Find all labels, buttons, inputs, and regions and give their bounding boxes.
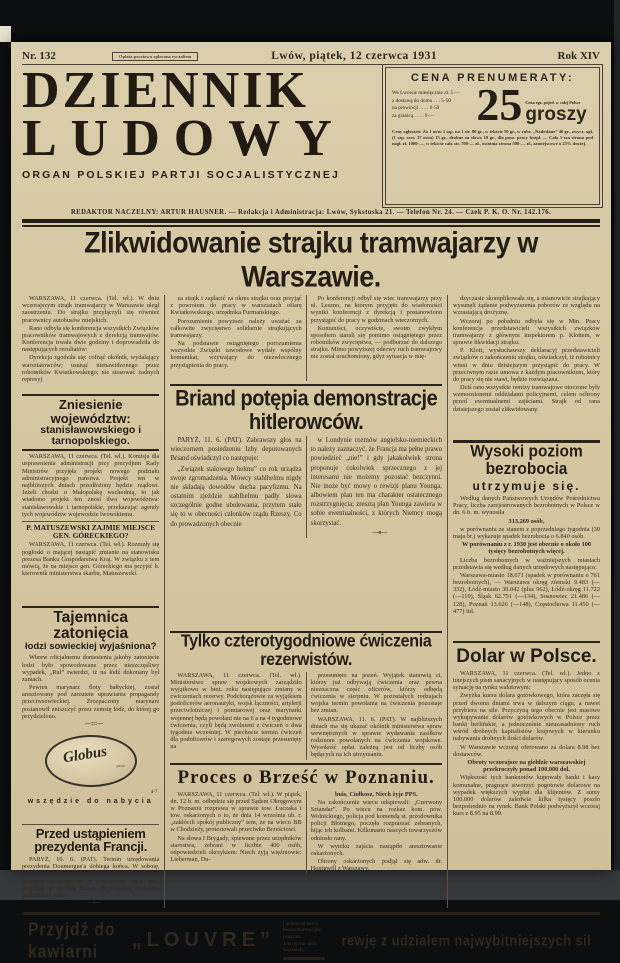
briand-headline: Briand potępia demonstracje hitlerowców. [175,386,438,435]
paragraph: Komuniści, oczywiście, swoim zwykłym sposobem starali się pomimo osiągniętego przez robotników zwycięstwa, — podburzać do dalszego strajku. Mimo powyższej odezwy ruch tramwajowy nie został uruchomiony, gdyż sytuacja w mię- [310,324,442,361]
paragraph: Liczba bezrobotnych w ważniejszych miastach przedstawia się według danych urzędowych następująco: [452,556,600,571]
paragraph: Na podstawie osiągniętego porozumienia wszystkie Związki zawodowe wydały wspólny komunikat, wzywający do niezwłocznego przystąpienia do pracy. [170,340,302,369]
globus-advertisement [22,729,159,821]
rate-province: na prowincji . . . . 6·50 [392,105,440,112]
paragraph: Pewien marynarz floty bałtyckiej, został aresztowany pod zarzutem uprawiania propagandy przeciwsowieckiej. Zrozpaczony marynarz postanowił zniszczyć przez zemstę łódź, do której go przydzielono. [22,684,160,720]
postage-note: Opłata pocztowa opłacona ryczałtem [112,52,198,61]
section-zniesienie [22,394,159,518]
banner-suffix: rewję z udziałem najwybitniejszych sił [341,932,592,949]
paragraph: Na słowa I Brygady, śpiewane przez urzędników starostwa, zebrani w liczbie 400 osób, odpowiedzieli okrzykiem: Niech żyją więźniowie: Lieberman, Du- [170,834,302,864]
tajemnica-headline-1: Tajemnica zatonięcia [53,608,129,643]
paragraph: Obrony oskarżonych podjął się adw. dr. Honigwill z Warszawy. [310,858,442,873]
unemployment-total: 313.269 osób, [508,517,545,525]
paragraph: PARYŻ, 10. 6. (PAT). Termin urzędowania prezydenta Doumergue'a dobiega końca. W sobotę, dnia 13 bm. przekaże on swe pełnomocnictwa nowemu prezydentowi a wieczorem tegoż dnia wyjedzie w okolicę Tuluzy do majątku niedawno poślubionej żony. [22,856,160,899]
column-4 [448,295,600,908]
banner-small-line2: program artystyczny oraz wspaniałą [282,935,317,954]
newspaper-title [22,62,377,167]
paragraph: WARSZAWA, 11 czerwca. (Tel. wł.). Ministerstwo spraw wojskowych zarządziło wyjątkowo w bież. roku następujące zmiany w ćwiczeniach rezerwy. Podchorążowie za wyjątkiem podoficerów aeronautyki, wojsk łączności, artylerji przeciwlotniczej i pomiarowej oraz marynarki wojennej będą powołani nie na 6 a na 4 tygodniowe ćwiczenia, czyli będą zwolnieni z ćwiczeń o dwa tygodnie wcześniej. W piechocie termin ćwiczeń dla podoficerów i szeregowych zostaje przesunięty na [170,671,302,751]
paragraph: Wbrew oficjalnemu doniesieniu jakoby zatonięcie łodzi było spowodowane przez nieszczęśliwy wypadek, „Rul” twierdzi, iż na łódź dokonany był zamach. [22,654,160,683]
newspaper-subtitle: ORGAN POLSKIEJ PARTJI SOCJALISTYCZNEJ [22,168,341,181]
paragraph: WARSZAWA, 11 czerwca. (Tel. wł.). Komisja dla usprawnienia administracji przy prezydjum Rady Ministrów przyjęła projekt nowego podziału administracyjnego państwa. Projekt ten w najbliższych dniach przedłożony będzie rządowi. Jeżeli chodzi o Małopolskę wschodnią, to jak wiadomo projekt ten znosi dwa województwa: stanisławowskie i tarnopolskie, przekazując agendy tych województw wojewodzie lwowskiemu. [22,453,160,518]
tin-label-detail: pasta [116,762,125,768]
scan-corner-mark [0,26,11,42]
column-1 [22,295,165,908]
main-headline: Zlikwidowanie strajku tramwajarzy w Warszawie. [84,225,538,293]
paragraph: P. Klott, wysłuchawszy deklaracyj przedstawicieli związków o zakończeniu strajku, oświadczył, iż robotnicy winni w dniu dzisiejszym przystąpić do pracy. W przeciwnym razie umowa z każdym pracownikiem, który do pracy się nie stawi, będzie rozwiązana. [452,347,600,383]
paragraph: Według danych Państwowych Urzędów Pośrednictwa Pracy, liczba zarejestrowanych bezrobotnych w Polsce w dn. 6 b. m. wynosiła [452,495,600,517]
paragraph: WARSZAWA, 11 czerwca. (Tel. wł.). W dniu wczorajszym strajk tramwajarzy w Warszawie uległ zaostrzeniu. Do strajku przyłączyli się również pracownicy autobusów miejskich. [22,295,160,324]
zniesienie-headline-2: stanisławowskiego i tarnopolskiego. [22,425,159,451]
section-francja [22,824,159,907]
unemployment-city-stats: Warszawa-miasto 18.671 (spadek w porównaniu o 761 bezrobotnych), — Warszawa okręg ziemski 9.483 (—332), Łódź-miasto 30.042 (plus 962), Łódź-okręg 11.722 (—119), Śląsk 62.751 (—134), Sosnowiec 21.486 (—128), Poznań 13.626 (—148), Częstochowa 11.450 (—477) itd. [452,571,600,615]
section-tajemnica [22,606,159,728]
paragraph: Większość tych banknotów kupowały banki i kasy komunalne, pragnące stworzyć pogotowie dolarowe na wypadek większych wypłat dla klijentów. Z sumy 100.000 dolarów zaledwie kilka tysięcy poszło bezpośrednio na rynek. Bank Polski podwyższył wczoraj kurs z 8.95 na 8.99. [452,774,600,818]
exchange-turnover: Obroty wczorajsze na giełdzie warszawskiej przekroczyły ponad 100.000 dol. [467,759,586,774]
price-unit: groszy [525,103,587,125]
banner-prefix: Przyjdź do kawiarni [27,918,116,962]
year-label: Rok XIV [557,50,600,62]
top-bar [22,50,600,62]
paragraph: „Związek stalowego hełmu” co rok urządza swoje zgromadzenia. Mówcy stahlhelmu nigdy nie składają dowodów ducha pacyfizmu. Na ostatnim zjeździe stahlhelmu padły słowa szczególnie godne ubolewania, przytem stało się to w obecności członków rządu Rzeszy. Co do prowadzonych obecnie [170,465,302,528]
subscription-price-box [385,67,600,205]
section-briand [170,384,442,628]
tram-article-col1 [22,295,159,391]
paragraph: za strajk i zapłacić za okres strajku oraz przyjąć z powrotem do pracy w warsztatach ofiarę Kwiatkowskiego, urzędnika Furmańskiego. [170,295,302,317]
paragraph: Wczoraj po południu odbyła się w Min. Pracy konferencja przedstawicieli wszystkich związków tramwajarzy z głównym inspektorem p. Klottem, w sprawie likwidacji strajku. [452,317,600,347]
paragraph: WARSZAWA, 11 czerwca. (Tel. wł.). Jedno z tutejszych pism sanacyjnych w następujący sposób ocenia sytuację na rynku walutowym: [452,669,600,692]
price-number: 25 [476,79,523,130]
paragraph: WARSZAWA, 11. 6. (PAT). W najbliższych dniach ma się ukazać okólnik ministerstwa spraw wewnętrznych w sprawie wydawania zasiłków rodzinom powołanych na ćwiczenia wojskowe. Wysokość opłat zależną jest od liczby osób będących na ich utrzymaniu. [310,715,442,759]
single-copy-price [476,79,587,130]
ad-code: 4-7 [150,789,158,795]
paragraph: w Londynie rozmów angielsko-niemieckich to należy zaznaczyć, że Francja ma pełne prawo powiedzieć „nie!” i gdy jakakolwiek strona proponuje cokolwiek sprzecznego z jej interesami nie możemy pozostać bezczynni. Nie może być mowy o rewizji planu Younga, albowiem plan ten ma charakter ostatecznego rozstrzygnięcia; zresztą plan Younga zawiera w sobie ewentualności, z których Niemcy mogą skorzystać. [310,437,442,527]
paragraph-bold: buis, Ciołkosz, Niech żyje PPS. [334,790,418,798]
separator: —o— [86,900,102,907]
tram-article-cols-2-3 [170,295,442,381]
paragraph: Porozumienie powyższe należy uważać za całkowite zwycięstwo solidarnie strajkujących tramwajarzy. [170,317,302,339]
separator: —:::— [85,720,104,727]
globus-tin-illustration [45,735,137,787]
paragraph: W Warszawie wczoraj oferowano za dolara 8.98 bez dostawców. [452,743,600,758]
paragraph: przesunięto na jesień. Wyjątek stanowią ci, którzy już odbywają ćwiczenia oraz pewna nieznaczna część oficerów, którzy odbędą ćwiczenia w sierpniu. W pozostałych rodzajach wojska termin powołania na ćwiczenia pozostaje bez zmian. [310,671,442,715]
francja-headline: Przed ustąpieniem prezydenta Francji. [34,825,148,855]
subscription-rates [392,90,476,121]
dateline: Lwów, piątek, 12 czerwca 1931 [271,50,438,62]
bezrobocie-headline-2: utrzymuje się. [472,478,581,493]
unemployment-comparison: W porównaniu z r. 1930 jest obecnie o około 100 tysięcy bezrobotnych więcej. [461,541,592,556]
paragraph: Na zakończenie wiecu odśpiewali: „Czerwony Sztandar”. Po wiecu na rozkaz kom. pow. Wolnickiego, policja pod komendą st. przodownika policji Błotnego, poczęła rozpraszać zebranych, bijąc ich kolbami. Kilkunastu naszych towarzyszów odniosło rany. [310,798,442,842]
section-cwiczenia [170,631,442,760]
paragraph: Po konferencji odbył się wiec tramwajarzy przy ul. Leszno, na którym przyjęto do wiadomości wyniki konferencji z dyrekcją i postanowiono przystąpić do pracy w godzinach wieczornych. [310,295,442,324]
paragraph: WARSZAWA, 11 czerwca. (Tel. wł.). Rozeszły się pogłoski o mającej nastąpić zmianie na stanowisku prezesa Banku Gospodarstwa Kraj. W związku z tem mówią, że na miejsce gen. Góreckiego ma przyjść b. kierownik ministerstwa skarbu, Matuszewski. [22,541,160,578]
section-dolar [453,641,600,817]
banner-small-text [283,922,325,961]
paragraph: Dziś rano wszystkie remizy tramwajowe otoczone były wzmocnionemi oddziałami policyjnemi, celem ochrony przed ewentualnemi zajściami. Strajk od rana dzisiejszego został zlikwidowany. [452,384,600,413]
paragraph: w porównaniu ze stanem z poprzedniego tygodnia (30 maja br.) wykazuje spadek bezrobocia o 6.840 osób. [452,525,600,540]
price-note: Cena egz. pojed. w całej Polsce [525,99,581,105]
advertising-rates: Ceny ogłoszeń: Za 1 m/m 1 szp. na 1 str. 80 gr., w tekście 50 gr., w rubr. „Nadesłane” 40 gr., zwycz. ogł. (1 szp. szer. 37 m/m) 15 gr., drobne za słowo 10 gr., dla posz. pracy bezpł. — Cała 1-sza strona pod nagł. zł. 1000·—, w tekście cała str. 700·— zł., ostatnia strona 500·— zł., zamiejscowe o 25% drożej. [392,128,593,147]
rate-abroad: za granicą . . . . 9·— [392,113,435,120]
globus-brand: Globus [61,743,108,767]
title-line2: LUDOWY [22,109,346,167]
columns-2-3 [165,295,448,908]
title-line1: DZIENNIK [22,62,309,119]
paragraph: Dyrekcja zgodziła się: cofnąć okólnik, wydalający warsztatowców; usunąć nienawidzonego przez robotników Kwiatkowskiego; nie stosować żadnych represyj [22,354,160,383]
louvre-ad-banner [22,915,600,963]
matuszewski-headline-2: GEN. GÓRECKIEGO? [52,530,129,540]
cwiczenia-headline: Tylko czterotygodniowe ćwiczenia rezerwistów. [180,632,432,670]
newspaper-page [11,42,611,962]
paragraph: PARYŻ, 11. 6. (PAT). Zabrawszy głos na wieczornem posiedzeniu Izby deputowanych Briand oświadczył co następuje: [170,437,302,463]
issue-number: Nr. 132 [22,50,56,62]
tram-article-col4 [453,295,600,437]
paragraph: Zwyżka kursu dolara gotówkowego, która zaczęła się przed dwoma dniami trwa w dalszym ciągu, a nawet przybiera na sile. Przyczyną tego obecnie jest masowe wykupywanie dolarów gotówkowych w Polsce przez banki berlińskie, a jednocześnie nieuzasadniony ruch wśród drobnych kapitalistów krajowych w kierunku nabywania drobnych ilości dolarów. [452,692,600,743]
section-matuszewski [22,521,159,603]
bezrobocie-headline-1: Wysoki poziom bezrobocia [470,442,583,479]
scan-edge [614,0,620,900]
editor-line: REDAKTOR NACZELNY: ARTUR HAUSNER. — Redakcja i Administracja: Lwów, Sykstuska 21. — Telefon Nr. 24. — Czek P. K. O. Nr. 142.176. [70,209,552,216]
heavy-rule [22,219,600,223]
cafe-name: „LOUVRE” [131,929,275,952]
section-bezrobocie [453,440,600,638]
section-brzesc [170,763,442,874]
rate-delivery: z dostawą do domu . . . 5·50 [392,97,451,104]
rate-lwow: We Lwowie miesięcznie zł. 5·— [392,89,461,96]
paragraph: W wyniku zajścia nastąpiło aresztowanie oskarżonych. [310,842,442,857]
tajemnica-headline-2: łodzi sowieckiej wyjaśniona? [24,641,157,653]
paragraph: WARSZAWA, 11 czerwca. (Tel. wł.). W piątek, dn. 12 b. m. odbędzie się przed Sądem Okręgowym w Poznaniu rozprawa w sprawie tow. Łuczaka i tow. oskarżonych o to, że dnia 14 września ub. r. „zakłócili spokój publiczny” tem, że na wiecu BB w Chodzieży, protestowali przeciwko Brześciowi. [170,790,302,834]
dolar-headline: Dolar w Polsce. [456,646,597,667]
masthead [22,62,600,205]
paragraph: Rano odbyła się konferencja wszystkich Związków pracowników tramwajowych z dyrekcją tramwajów. Konferencja trwała dwie godziny i doprowadziła do następujących rezultatów: [22,324,160,354]
zniesienie-headline-1: Zniesienie województw: [50,397,131,426]
banner-small-line1: i podziwiaj nowy bezkonkurencyjny [282,921,321,934]
separator: —o— [372,529,388,536]
globus-tagline: wszędzie do nabycia [27,797,154,805]
body-columns [22,295,600,908]
matuszewski-headline-1: P. MATUSZEWSKI ZAJMIE MIEJSCE [26,522,156,532]
paragraph: dzyczasie skomplikowała się, a mianowicie strajkujący wysunęli żądanie podwyższenia poborów ze względu na wzrastającą drożyznę. [452,295,600,317]
brzesc-headline: Proces o Brześć w Poznaniu. [177,766,435,788]
price-box-title: CENA PRENUMERATY: [410,72,575,84]
